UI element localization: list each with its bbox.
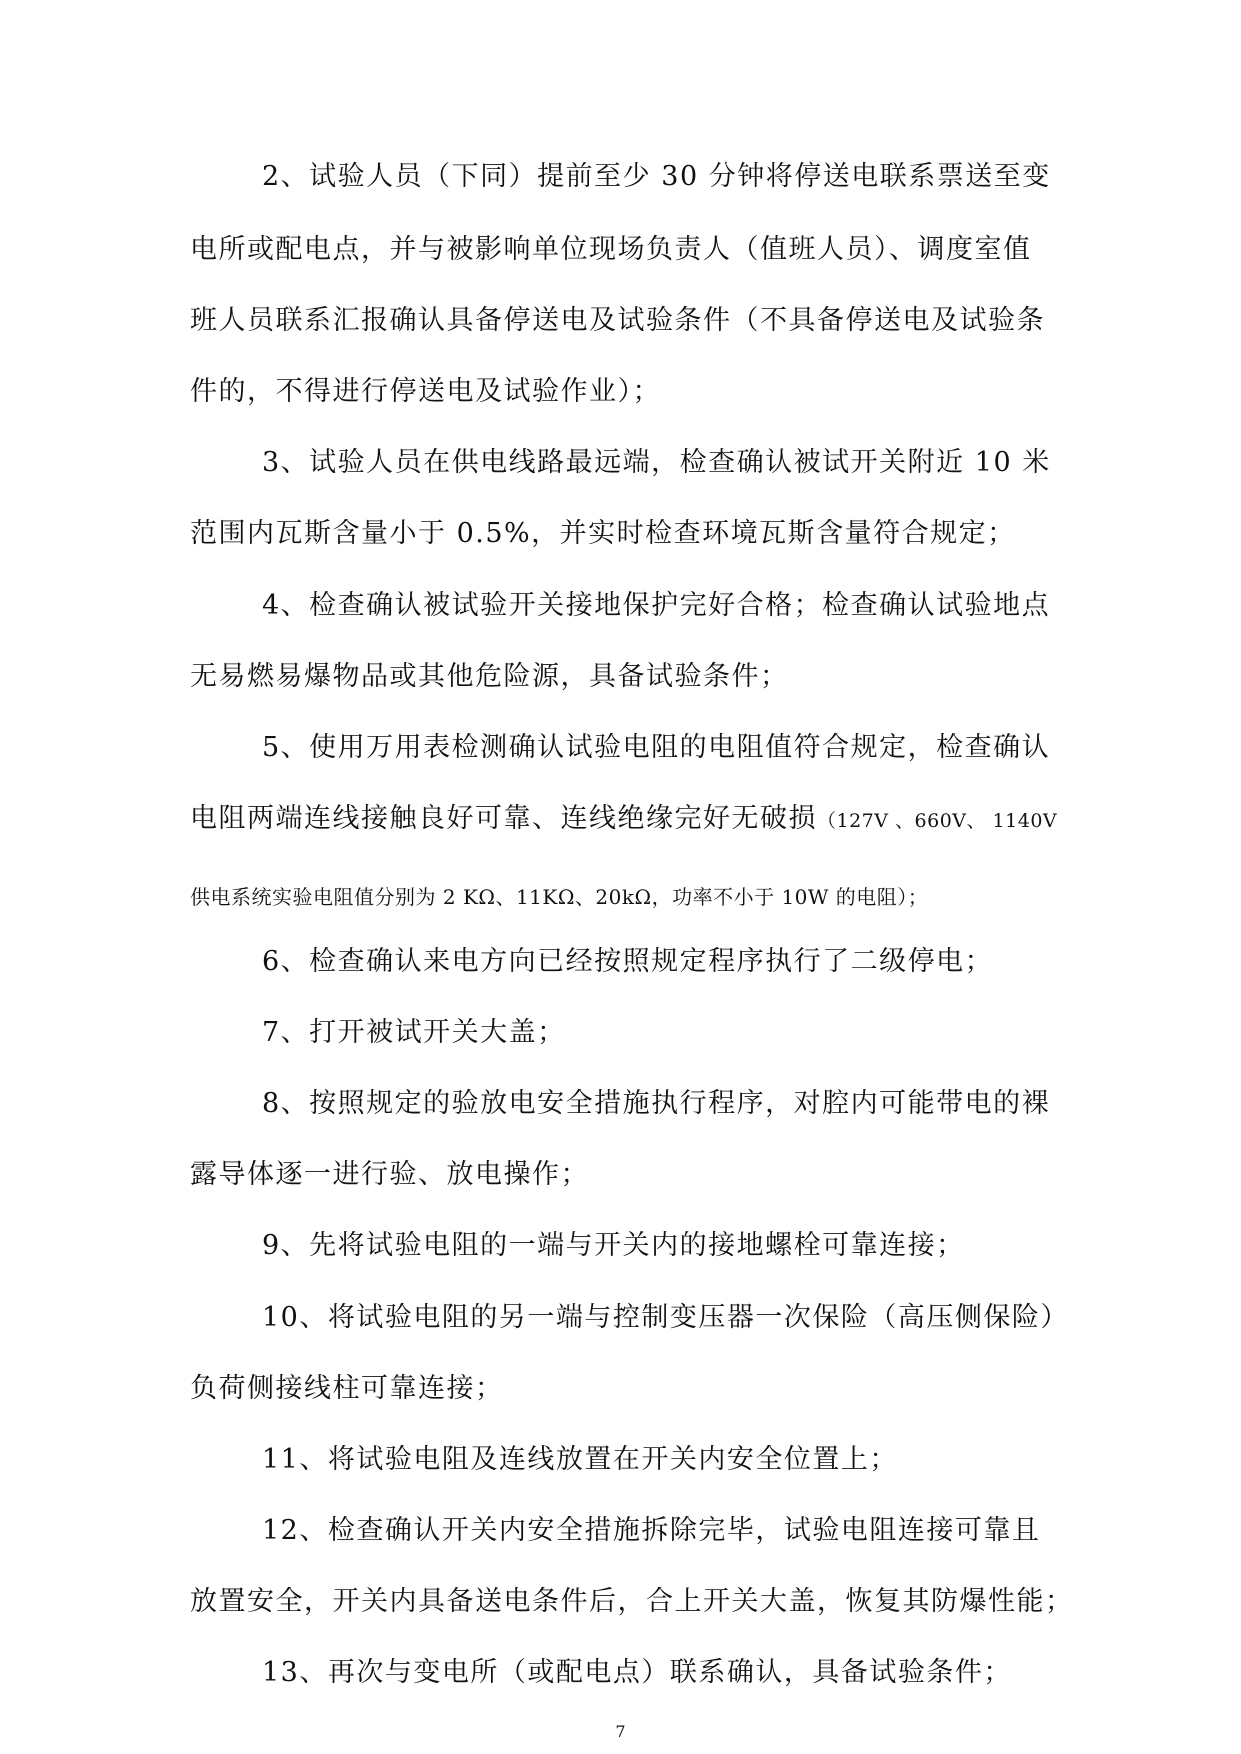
text-line: 5、使用万用表检测确认试验电阻的电阻值符合规定，检查确认	[262, 732, 1051, 763]
text-line	[190, 802, 1057, 838]
text-line-small: 供电系统实验电阻值分别为 2 KΩ、11KΩ、20kΩ，功率不小于 10W 的电阻）；	[190, 885, 929, 909]
text-line: 件的，不得进行停送电及试验作业）；	[190, 376, 661, 407]
text-line: 12、检查确认开关内安全措施拆除完毕，试验电阻连接可靠且	[262, 1515, 1041, 1546]
text-line: 负荷侧接线柱可靠连接；	[190, 1373, 504, 1404]
text-line: 范围内瓦斯含量小于 0.5%，并实时检查环境瓦斯含量符合规定；	[190, 518, 1016, 549]
text-line: 13、再次与变电所（或配电点）联系确认，具备试验条件；	[262, 1657, 1012, 1688]
text-line: 3、试验人员在供电线路最远端，检查确认被试开关附近 10 米	[262, 447, 1051, 478]
text-line: 无易燃易爆物品或其他危险源，具备试验条件；	[190, 661, 789, 692]
text-line-note: （127V 、660V、 1140V	[817, 810, 1058, 832]
text-line: 露导体逐一进行验、放电操作；	[190, 1159, 589, 1190]
text-line-main: 电阻两端连线接触良好可靠、连线绝缘完好无破损	[190, 803, 817, 834]
text-line: 10、将试验电阻的另一端与控制变压器一次保险（高压侧保险）	[262, 1302, 1069, 1333]
text-line: 放置安全，开关内具备送电条件后，合上开关大盖，恢复其防爆性能；	[190, 1586, 1074, 1617]
text-line: 班人员联系汇报确认具备停送电及试验条件（不具备停送电及试验条	[190, 305, 1045, 336]
text-line: 8、按照规定的验放电安全措施执行程序，对腔内可能带电的裸	[262, 1088, 1051, 1119]
text-line: 2、试验人员（下同）提前至少 30 分钟将停送电联系票送至变	[262, 161, 1051, 192]
page-number: 7	[615, 1722, 626, 1741]
text-line: 7、打开被试开关大盖；	[262, 1017, 566, 1048]
text-line: 4、检查确认被试验开关接地保护完好合格；检查确认试验地点	[262, 590, 1051, 621]
text-line: 6、检查确认来电方向已经按照规定程序执行了二级停电；	[262, 946, 994, 977]
text-line: 11、将试验电阻及连线放置在开关内安全位置上；	[262, 1444, 898, 1475]
text-line: 电所或配电点，并与被影响单位现场负责人（值班人员）、调度室值	[190, 234, 1032, 265]
text-line: 9、先将试验电阻的一端与开关内的接地螺栓可靠连接；	[262, 1230, 965, 1261]
